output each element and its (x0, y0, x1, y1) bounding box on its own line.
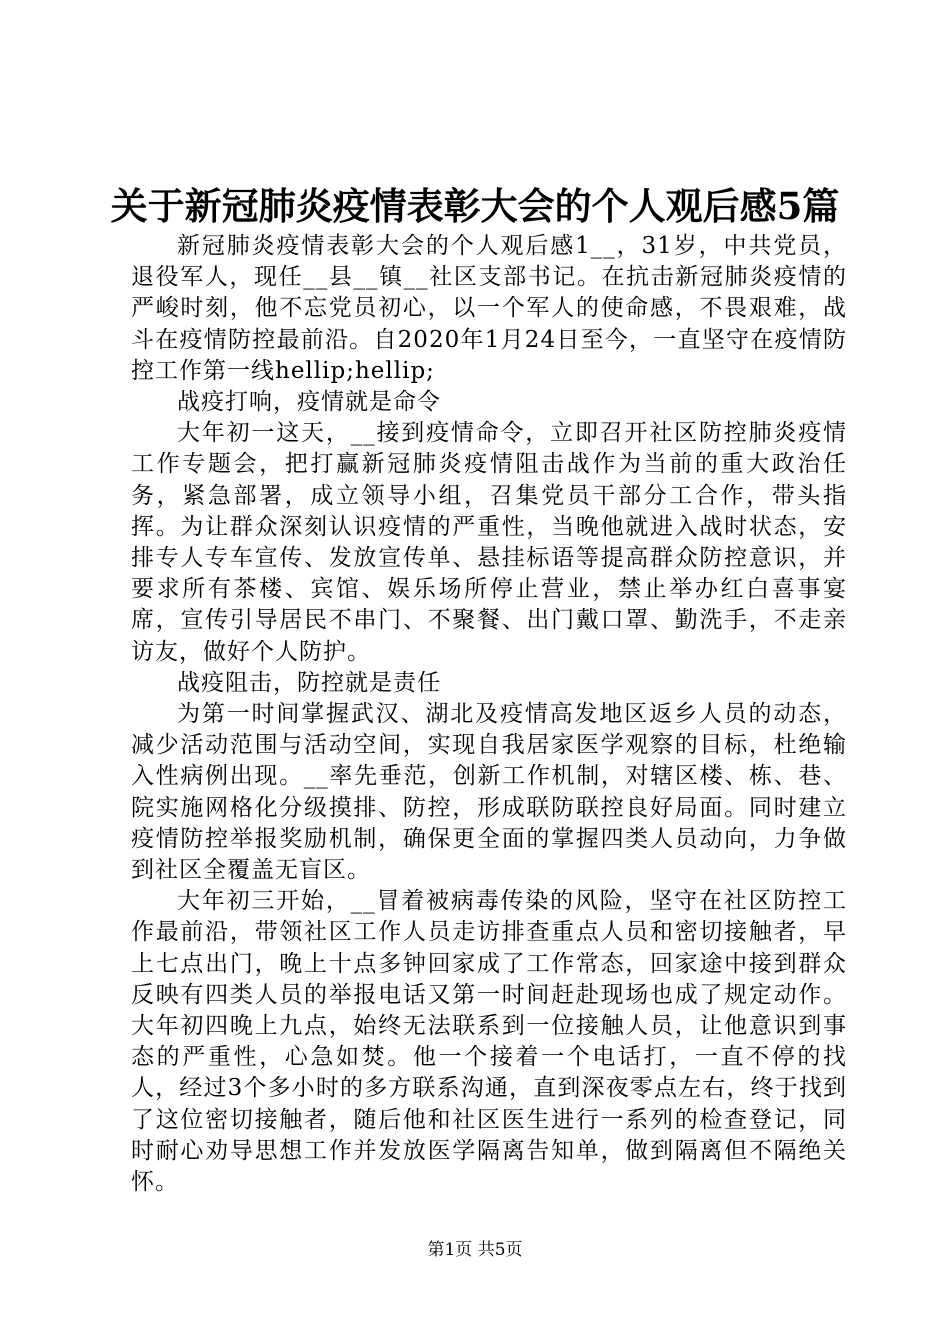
page-number-footer: 第1页 共5页 (427, 1240, 523, 1260)
paragraph-section-1: 大年初一这天，__接到疫情命令，立即召开社区防控肺炎疫情工作专题会，把打赢新冠肺炎疫情阻击战作为当前的重大政治任务，紧急部署，成立领导小组，召集党员干部分工合作，带头指挥。为让群众深刻认识疫情的严重性，当晚他就进入战时状态，安排专人专车宣传、发放宣传单、悬挂标语等提高群众防控意识，并要求所有茶楼、宾馆、娱乐场所停止营业，禁止举办红白喜事宴席，宣传引导居民不串门、不聚餐、出门戴口罩、勤洗手，不走亲访友，做好个人防护。 (131, 420, 847, 665)
paragraph-intro: 新冠肺炎疫情表彰大会的个人观后感1__，31岁，中共党员，退役军人，现任__县__镇__社区支部书记。在抗击新冠肺炎疫情的严峻时刻，他不忘党员初心，以一个军人的使命感，不畏艰难，战斗在疫情防控最前沿。自2020年1月24日至今，一直坚守在疫情防控工作第一线hellip;hellip; (131, 233, 847, 384)
document-title: 关于新冠肺炎疫情表彰大会的个人观后感5篇 (110, 184, 840, 228)
document-body (131, 231, 847, 1198)
section-heading-2: 战疫阻击，防控就是责任 (177, 669, 441, 696)
section-heading-1: 战疫打响，疫情就是命令 (177, 389, 441, 416)
paragraph-section-2b: 大年初三开始，__冒着被病毒传染的风险，坚守在社区防控工作最前沿，带领社区工作人员走访排查重点人员和密切接触者，早上七点出门，晚上十点多钟回家成了工作常态，回家途中接到群众反映有四类人员的举报电话又第一时间赶赴现场也成了规定动作。大年初四晚上九点，始终无法联系到一位接触人员，让他意识到事态的严重性，心急如焚。他一个接着一个电话打，一直不停的找人，经过3个多小时的多方联系沟通，直到深夜零点左右，终于找到了这位密切接触者，随后他和社区医生进行一系列的检查登记，同时耐心劝导思想工作并发放医学隔离告知单，做到隔离但不隔绝关怀。 (131, 888, 847, 1196)
paragraph-section-2a: 为第一时间掌握武汉、湖北及疫情高发地区返乡人员的动态，减少活动范围与活动空间，实现自我居家医学观察的目标，杜绝输入性病例出现。__率先垂范，创新工作机制，对辖区楼、栋、巷、院实施网格化分级摸排、防控，形成联防联控良好局面。同时建立疫情防控举报奖励机制，确保更全面的掌握四类人员动向，力争做到社区全覆盖无盲区。 (131, 701, 847, 884)
